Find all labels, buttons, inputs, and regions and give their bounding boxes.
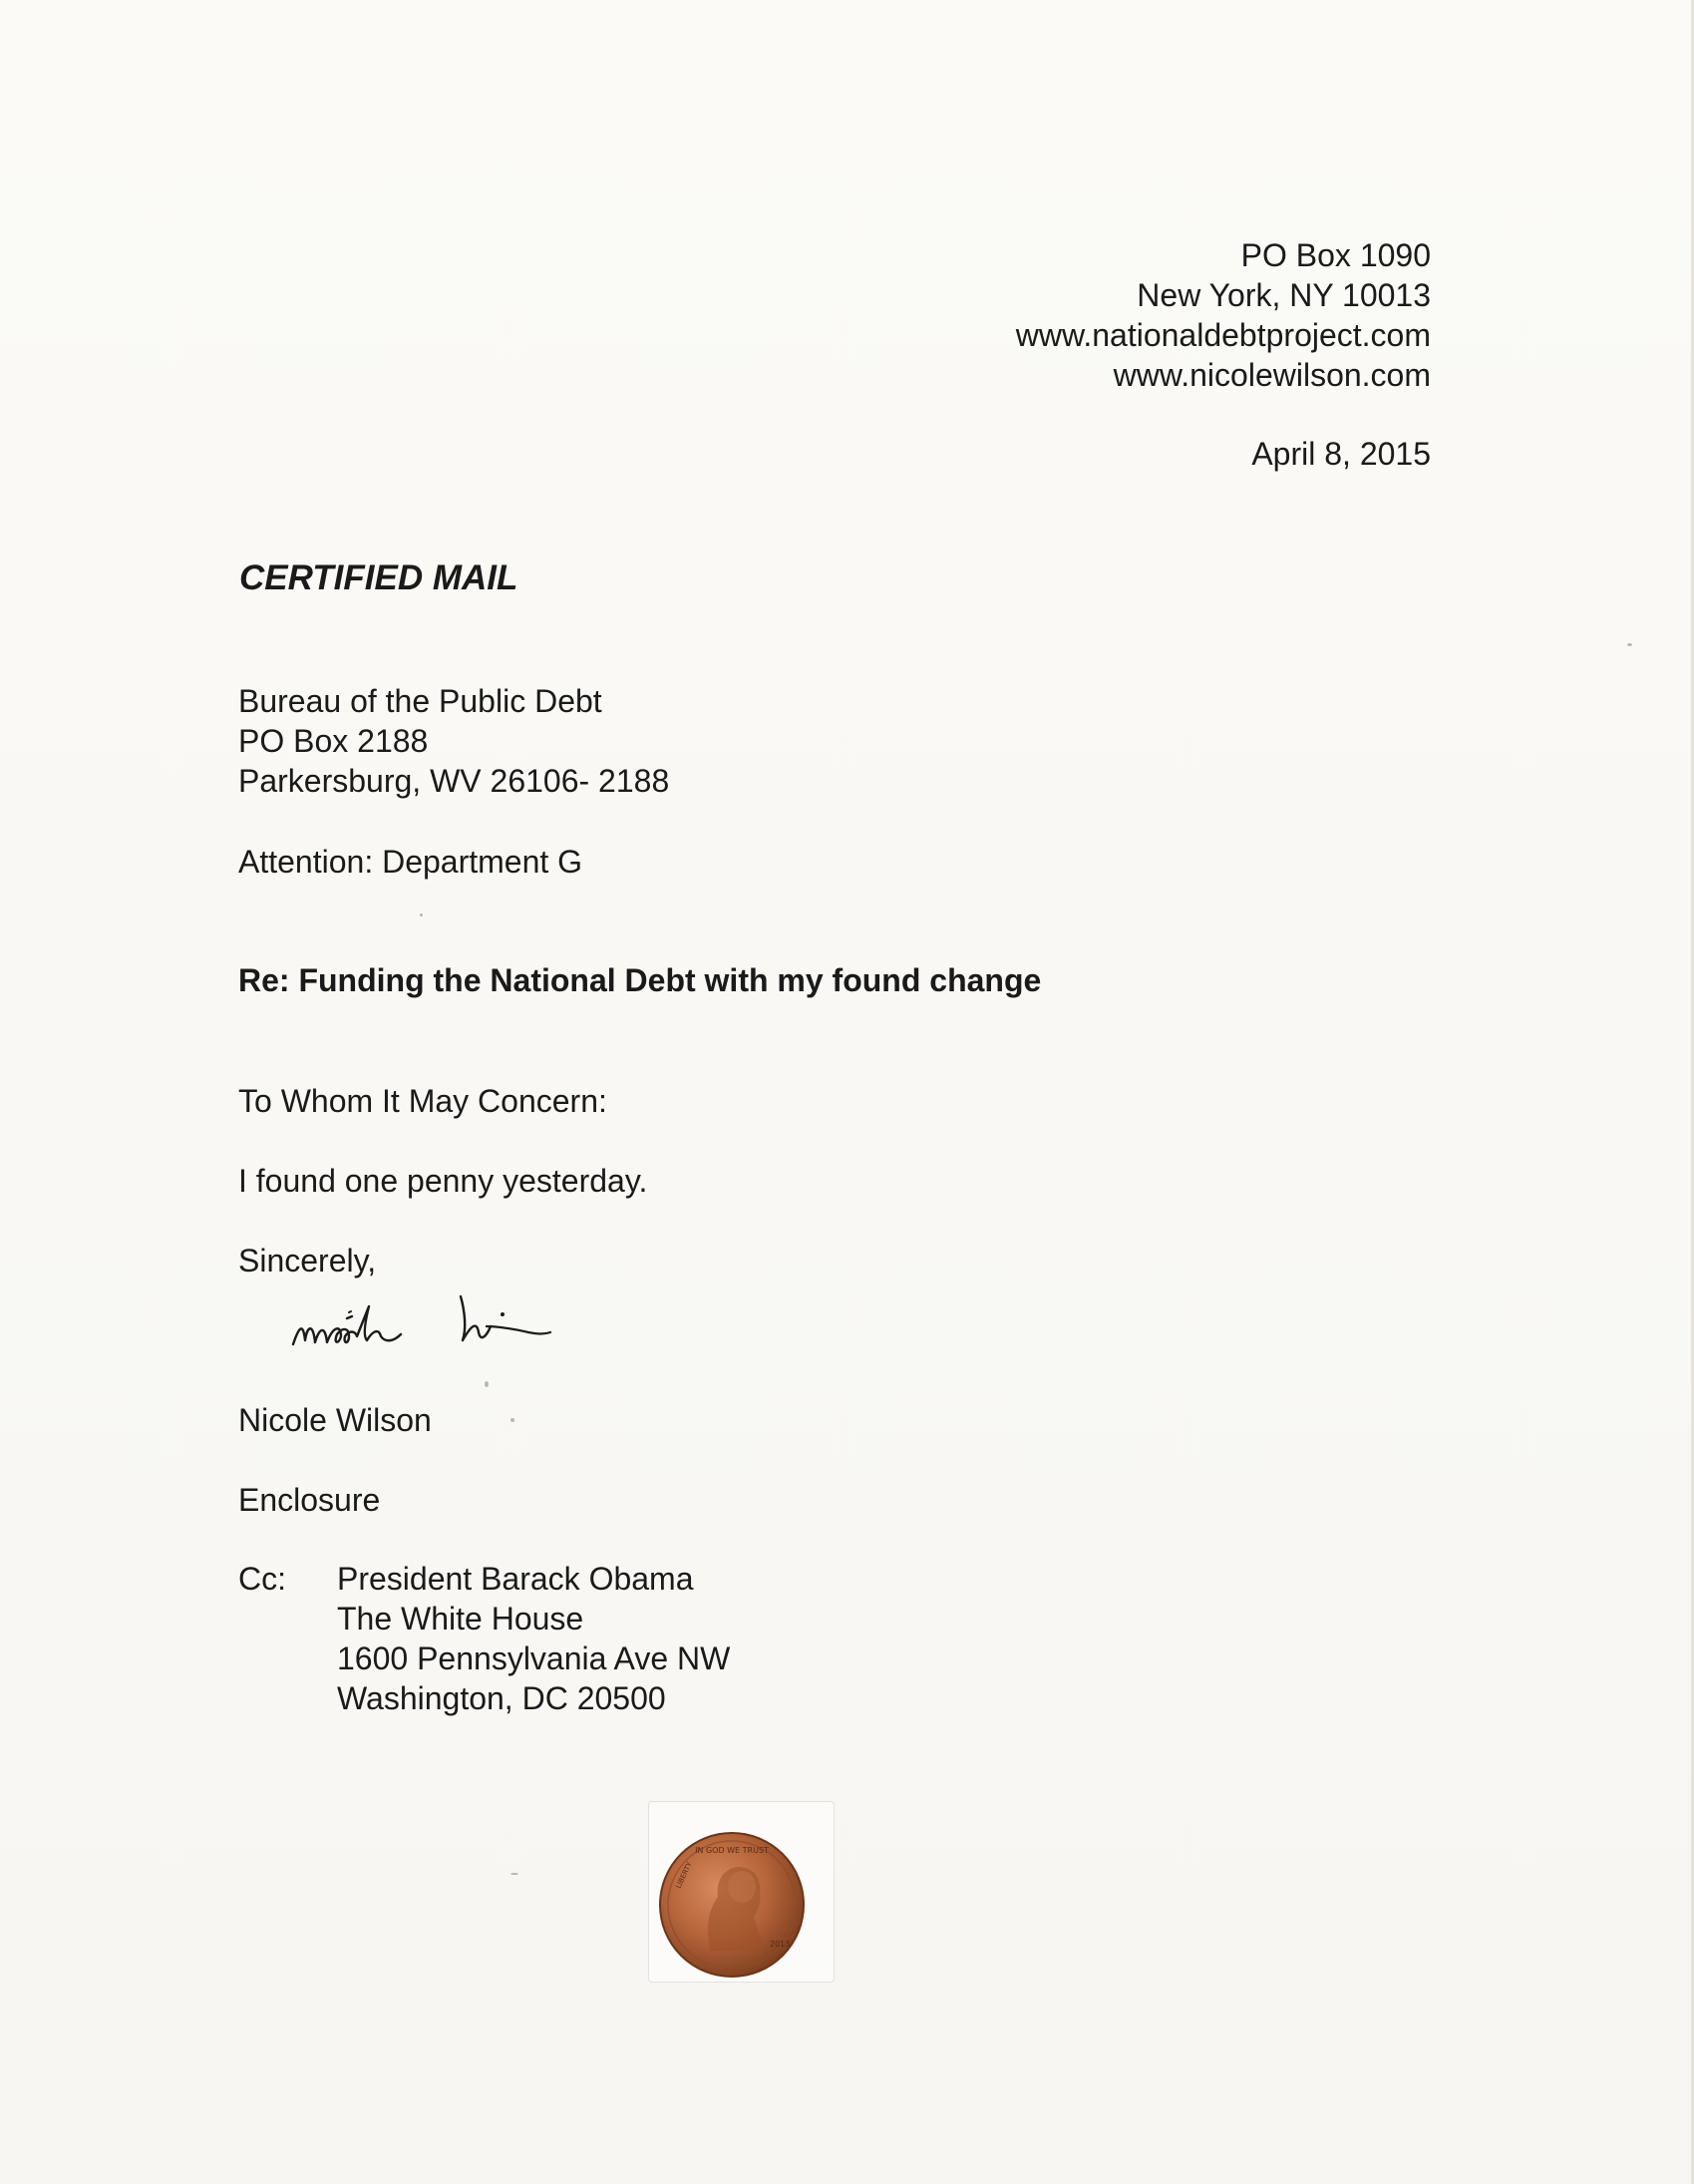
return-address-url: www.nationaldebtproject.com [1015, 317, 1431, 353]
cc-line: President Barack Obama [337, 1561, 694, 1597]
subject-line: Re: Funding the National Debt with my found change [238, 962, 1042, 998]
cc-address [337, 1559, 730, 1718]
return-address-url: www.nicolewilson.com [1113, 357, 1431, 393]
recipient-line: Bureau of the Public Debt [238, 683, 602, 719]
handwritten-signature [289, 1286, 648, 1366]
penny-coin [658, 1831, 806, 1979]
letter-date: April 8, 2015 [1251, 436, 1431, 472]
paper-speck [420, 913, 423, 916]
return-address-line: New York, NY 10013 [1137, 277, 1431, 313]
paper-speck [510, 1873, 518, 1875]
return-address [1016, 235, 1431, 395]
delivery-method: CERTIFIED MAIL [239, 558, 518, 597]
paper-speck [485, 1381, 489, 1387]
penny-inscription: LIBERTY [674, 1860, 694, 1890]
salutation: To Whom It May Concern: [238, 1083, 607, 1119]
sender-name: Nicole Wilson [238, 1402, 432, 1438]
attention-line: Attention: Department G [238, 844, 583, 880]
penny-inscription: IN GOD WE TRUST [695, 1846, 769, 1855]
paper-speck [510, 1418, 514, 1422]
recipient-line: PO Box 2188 [238, 723, 429, 759]
cc-line: The White House [337, 1601, 584, 1637]
return-address-line: PO Box 1090 [1240, 237, 1431, 273]
recipient-line: Parkersburg, WV 26106- 2188 [238, 763, 670, 799]
cc-line: Washington, DC 20500 [337, 1680, 666, 1716]
letter-body: I found one penny yesterday. [238, 1163, 648, 1199]
recipient-address [238, 681, 669, 801]
paper-speck [1627, 643, 1632, 646]
enclosure-note: Enclosure [238, 1482, 381, 1518]
closing: Sincerely, [238, 1243, 377, 1278]
penny-year: 2013 [770, 1940, 791, 1949]
cc-label: Cc: [238, 1561, 286, 1597]
cc-line: 1600 Pennsylvania Ave NW [337, 1640, 731, 1676]
